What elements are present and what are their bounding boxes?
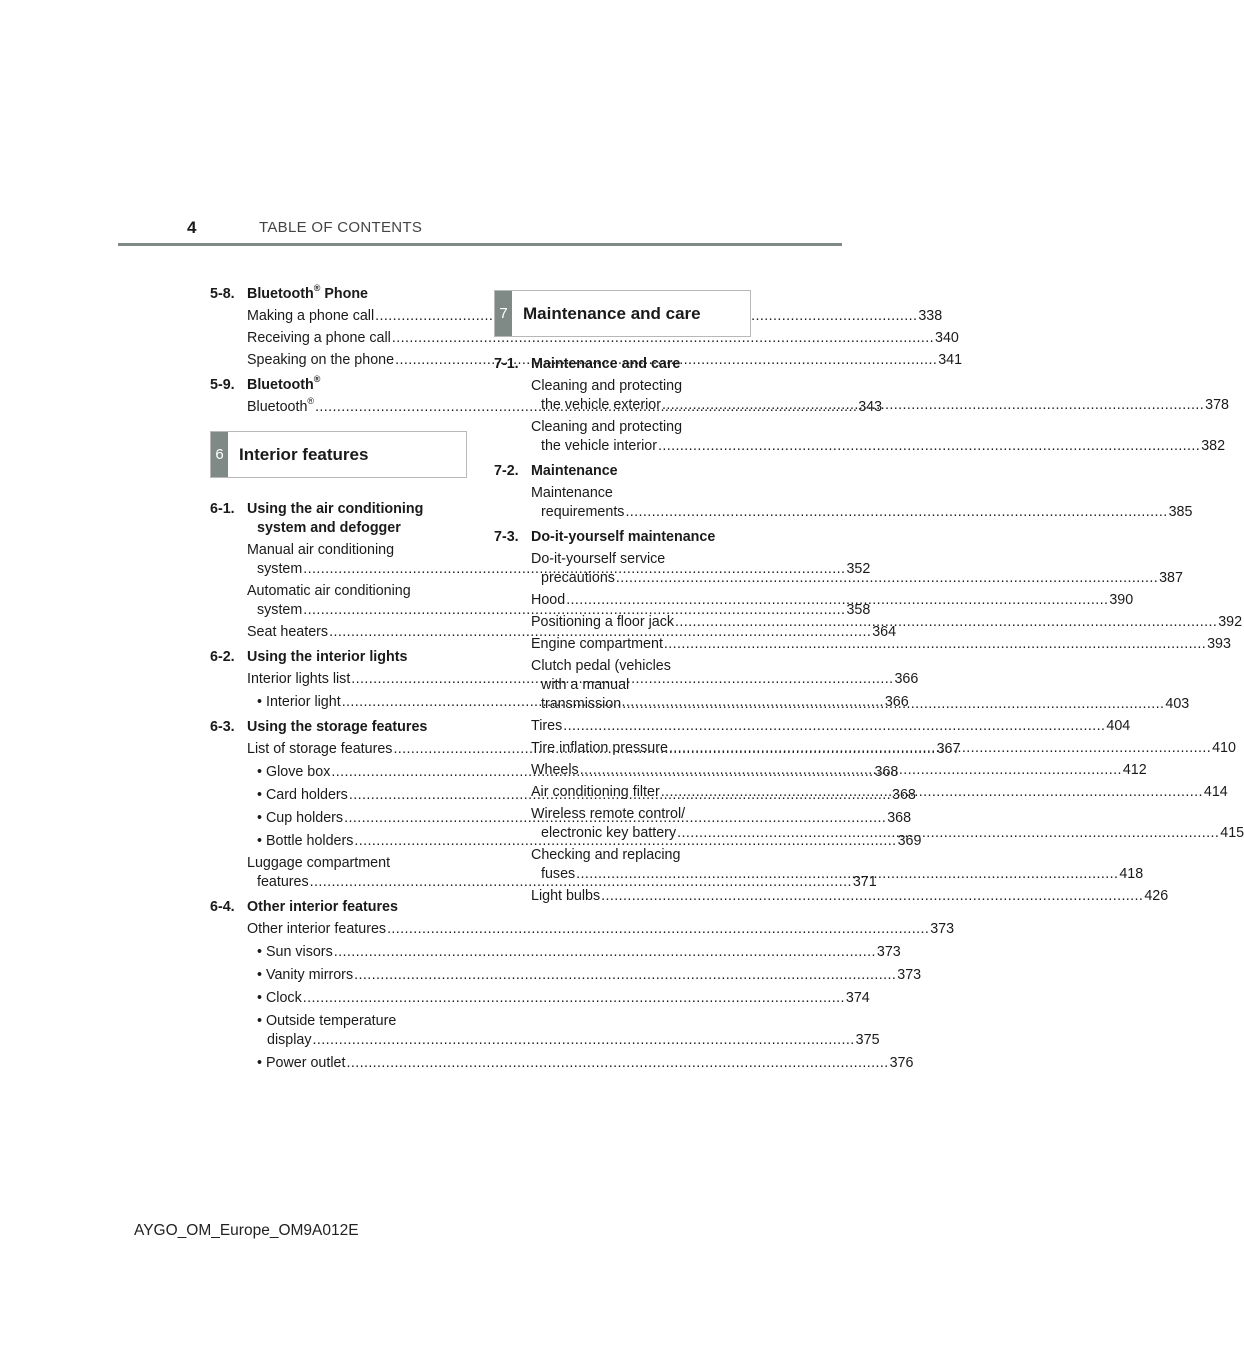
toc-entry[interactable]: Seat heaters ..... 364 xyxy=(210,623,467,642)
section-title: Using the interior lights xyxy=(247,649,408,665)
toc-entry[interactable]: Engine compartment ..... 393 xyxy=(494,635,751,654)
toc-entry[interactable]: Luggage compartment features..... 371 xyxy=(210,854,467,892)
page-number: 4 xyxy=(187,218,197,237)
toc-bullet-entry[interactable]: • Vanity mirrors ..... 373 xyxy=(210,966,467,985)
section-number: 6-1. xyxy=(210,501,235,517)
toc-section-6-2[interactable] xyxy=(210,648,467,667)
toc-entry[interactable]: Manual air conditioning system..... 352 xyxy=(210,541,467,579)
toc-entry[interactable]: Cleaning and protecting the vehicle interior..... 382 xyxy=(494,418,751,456)
toc-entry[interactable]: Hood ..... 390 xyxy=(494,591,751,610)
section-number: 7-2. xyxy=(494,463,519,479)
section-title: Do-it-yourself maintenance xyxy=(531,529,716,545)
toc-entry[interactable]: Cleaning and protecting the vehicle exterior..... 378 xyxy=(494,377,751,415)
toc-bullet-entry[interactable]: • Clock ..... 374 xyxy=(210,989,467,1008)
toc-entry[interactable]: Wireless remote control/ electronic key battery..... 415 xyxy=(494,805,751,843)
section-number: 7-3. xyxy=(494,529,519,545)
header-rule xyxy=(118,243,842,246)
toc-bullet-entry[interactable]: • Bottle holders ..... 369 xyxy=(210,832,467,851)
toc-entry[interactable]: Maintenance requirements..... 385 xyxy=(494,484,751,522)
section-title: Using the storage features xyxy=(247,719,428,735)
section-title: Other interior features xyxy=(247,899,398,915)
section-title: Bluetooth® Phone xyxy=(247,283,369,302)
section-number: 5-9. xyxy=(210,377,235,393)
chapter-title: Maintenance and care xyxy=(523,303,701,323)
toc-entry[interactable]: Speaking on the phone ..... 341 xyxy=(210,351,467,370)
toc-entry[interactable]: Do-it-yourself service precautions..... 387 xyxy=(494,550,751,588)
chapter-6-header[interactable] xyxy=(210,431,467,478)
section-title: Maintenance xyxy=(531,463,618,479)
toc-entry[interactable]: Air conditioning filter ..... 414 xyxy=(494,783,751,802)
toc-bullet-entry[interactable]: • Sun visors ..... 373 xyxy=(210,943,467,962)
chapter-tab: 7 xyxy=(495,291,512,336)
toc-section-6-4[interactable] xyxy=(210,898,467,917)
toc-entry[interactable]: Making a phone call ..... 338 xyxy=(210,307,467,326)
toc-section-5-8[interactable] xyxy=(210,285,467,304)
toc-bullet-entry[interactable]: • Glove box ..... 368 xyxy=(210,763,467,782)
toc-section-7-3[interactable] xyxy=(494,528,751,547)
toc-entry[interactable]: Checking and replacing fuses..... 418 xyxy=(494,846,751,884)
section-number: 6-2. xyxy=(210,649,235,665)
toc-entry[interactable]: Clutch pedal (vehicles with a manual transmission..... 403 xyxy=(494,657,751,714)
document-id-footer: AYGO_OM_Europe_OM9A012E xyxy=(134,1222,359,1239)
toc-entry[interactable]: Positioning a floor jack ..... 392 xyxy=(494,613,751,632)
toc-bullet-entry[interactable]: • Power outlet ..... 376 xyxy=(210,1054,467,1073)
toc-entry[interactable]: List of storage features ..... 367 xyxy=(210,740,467,759)
section-title: Maintenance and care xyxy=(531,356,681,372)
section-number: 7-1. xyxy=(494,356,519,372)
section-title: Using the air conditioning xyxy=(247,501,424,517)
toc-section-6-3[interactable] xyxy=(210,718,467,737)
toc-section-7-1[interactable] xyxy=(494,355,751,374)
section-title-wrap: system and defogger xyxy=(257,520,401,536)
toc-section-6-1[interactable] xyxy=(210,500,467,538)
page-title: TABLE OF CONTENTS xyxy=(259,219,423,236)
toc-entry[interactable]: Other interior features ..... 373 xyxy=(210,920,467,939)
chapter-title: Interior features xyxy=(239,444,369,464)
toc-bullet-entry[interactable]: • Interior light ..... 366 xyxy=(210,693,467,712)
toc-entry[interactable]: Automatic air conditioning system..... 358 xyxy=(210,582,467,620)
toc-entry[interactable]: Tires ..... 404 xyxy=(494,717,751,736)
toc-entry[interactable]: Interior lights list ..... 366 xyxy=(210,670,467,689)
toc-section-7-2[interactable] xyxy=(494,462,751,481)
toc-entry[interactable]: Wheels ..... 412 xyxy=(494,761,751,780)
toc-entry[interactable]: Receiving a phone call ..... 340 xyxy=(210,329,467,348)
section-number: 6-3. xyxy=(210,719,235,735)
toc-bullet-entry[interactable]: • Cup holders ..... 368 xyxy=(210,809,467,828)
chapter-tab: 6 xyxy=(211,432,228,477)
section-number: 6-4. xyxy=(210,899,235,915)
section-number: 5-8. xyxy=(210,286,235,302)
toc-entry[interactable]: Tire inflation pressure ..... 410 xyxy=(494,739,751,758)
toc-entry[interactable]: Bluetooth® ..... 343 xyxy=(210,398,467,417)
toc-bullet-entry[interactable]: • Card holders ..... 368 xyxy=(210,786,467,805)
toc-entry[interactable]: Light bulbs ..... 426 xyxy=(494,887,751,906)
toc-section-5-9[interactable] xyxy=(210,376,467,395)
toc-bullet-entry[interactable]: • Outside temperature display..... 375 xyxy=(210,1012,467,1050)
chapter-7-header[interactable] xyxy=(494,290,751,337)
section-title: Bluetooth® xyxy=(247,374,321,393)
